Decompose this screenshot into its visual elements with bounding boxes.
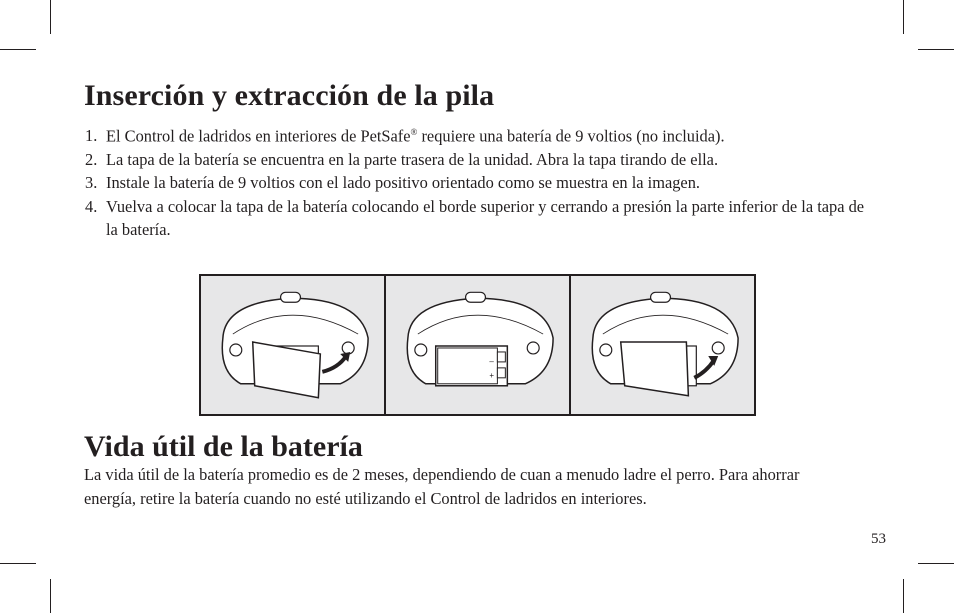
crop-mark: [0, 563, 36, 564]
crop-mark: [0, 49, 36, 50]
illustration-close-cover: [571, 276, 754, 414]
illustration-battery-installed: [386, 276, 571, 414]
section-title-battery-insertion: Inserción y extracción de la pila: [84, 79, 495, 112]
device-close-cover-drawing: [571, 276, 754, 414]
battery-plus-label: +: [489, 370, 495, 380]
battery-illustration: [199, 274, 756, 416]
page-number: 53: [871, 531, 886, 547]
battery-minus-label: –: [489, 356, 494, 366]
list-item: 2. La tapa de la batería se encuentra en la parte trasera de la unidad. Abra la tapa tirando de ella.: [85, 149, 719, 169]
device-open-cover-drawing: [201, 276, 384, 414]
device-battery-drawing: [386, 276, 569, 414]
list-item: 4. Vuelva a colocar la tapa de la batería colocando el borde superior y cerrando a presión la parte inferior de la tapa de la batería.: [85, 196, 865, 240]
list-item: 1. El Control de ladridos en interiores de PetSafe® requiere una batería de 9 voltios (no incluida).: [85, 126, 725, 146]
crop-mark: [50, 579, 51, 613]
crop-mark: [903, 579, 904, 613]
section-title-battery-life: Vida útil de la batería: [84, 430, 363, 463]
list-item: 3. Instale la batería de 9 voltios con el lado positivo orientado como se muestra en la imagen.: [85, 173, 700, 193]
crop-mark: [50, 0, 51, 34]
registered-mark: ®: [410, 127, 418, 137]
crop-mark: [918, 49, 954, 50]
instruction-list: [85, 121, 875, 242]
illustration-open-cover: [201, 276, 386, 414]
battery-life-paragraph: La vida útil de la batería promedio es de 2 meses, dependiendo de cuan a menudo ladre el perro. Para ahorrar energía, retire la batería cuando no esté utilizando el Control de ladridos en interiores.: [84, 465, 800, 508]
crop-mark: [918, 563, 954, 564]
crop-mark: [903, 0, 904, 34]
